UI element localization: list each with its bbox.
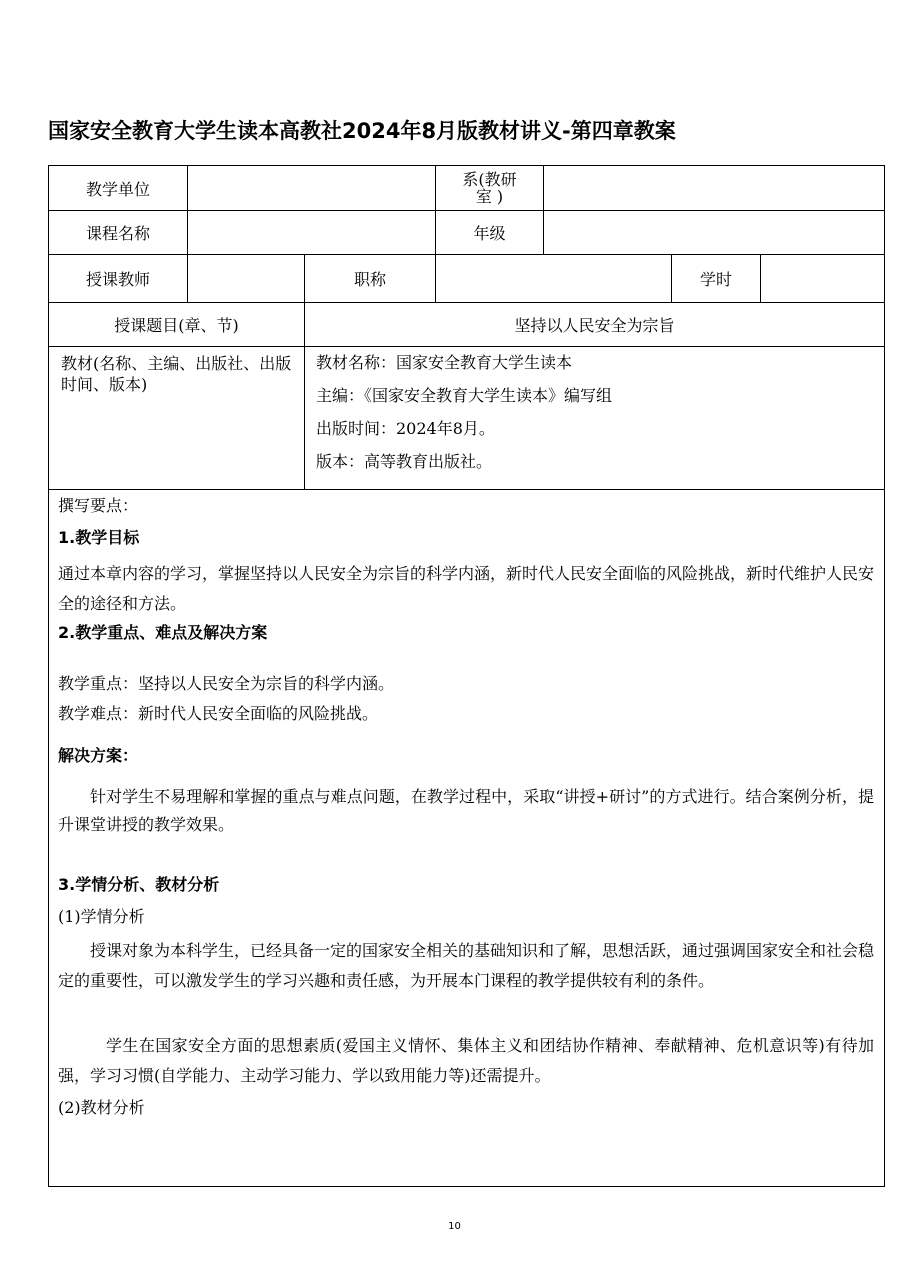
writing-points-section [49, 490, 884, 1186]
grade-field[interactable] [544, 211, 884, 255]
hours-field[interactable] [761, 255, 884, 303]
difficulty-text: 教学难点：新时代人民安全面临的风险挑战。 [58, 704, 379, 723]
key-points-heading: 2.教学重点、难点及解决方案 [58, 623, 268, 642]
document-title: 国家安全教育大学生读本高教社2024年8月版教材讲义-第四章教案 [48, 119, 676, 143]
student-analysis-para2: 学生在国家安全方面的思想素质(爱国主义情怀、集体主义和团结协作精神、奉献精神、危机意识等)有待加强，学习习惯(自学能力、主动学习能力、学以致用能力等)还需提升。 [58, 1036, 874, 1085]
course-name-label: 课程名称 [49, 211, 188, 255]
material-analysis-subheading: (2)教材分析 [58, 1098, 145, 1117]
solution-text: 针对学生不易理解和掌握的重点与难点问题，在教学过程中，采取“讲授+研讨”的方式进行。结合案例分析，提升课堂讲授的教学效果。 [58, 787, 874, 834]
title-rank-label: 职称 [305, 255, 436, 303]
material-edition: 版本：高等教育出版社。 [316, 452, 493, 471]
page-number: 10 [448, 1221, 461, 1232]
solution-heading: 解决方案： [58, 746, 139, 765]
topic-label: 授课题目(章、节) [49, 303, 305, 347]
teacher-label: 授课教师 [49, 255, 188, 303]
teaching-unit-label: 教学单位 [49, 166, 188, 211]
department-field[interactable] [544, 166, 884, 211]
teacher-field[interactable] [188, 255, 305, 303]
writing-points-intro: 撰写要点： [58, 496, 139, 515]
teaching-unit-field[interactable] [188, 166, 436, 211]
hours-label: 学时 [672, 255, 761, 303]
objectives-text: 通过本章内容的学习，掌握坚持以人民安全为宗旨的科学内涵，新时代人民安全面临的风险挑战，新时代维护人民安全的途径和方法。 [58, 564, 875, 613]
material-editor: 主编：《国家安全教育大学生读本》编写组 [316, 386, 613, 405]
student-analysis-subheading: (1)学情分析 [58, 907, 145, 926]
topic-value: 坚持以人民安全为宗旨 [305, 303, 884, 347]
material-label-text: 教材(名称、主编、出版社、出版时间、版本) [61, 354, 292, 394]
material-info [305, 347, 884, 490]
lesson-plan-form [48, 165, 885, 1187]
student-analysis-para1: 授课对象为本科学生，已经具备一定的国家安全相关的基础知识和了解，思想活跃，通过强调国家安全和社会稳定的重要性，可以激发学生的学习兴趣和责任感，为开展本门课程的教学提供较有利的条件。 [58, 941, 875, 990]
material-name: 教材名称：国家安全教育大学生读本 [316, 353, 573, 372]
title-rank-field[interactable] [436, 255, 672, 303]
material-publish-date: 出版时间：2024年8月。 [316, 419, 495, 438]
material-label [49, 347, 305, 490]
key-point-text: 教学重点：坚持以人民安全为宗旨的科学内涵。 [58, 674, 395, 693]
analysis-heading: 3.学情分析、教材分析 [58, 875, 220, 894]
department-label [436, 166, 544, 211]
department-label-text: 系(教研室 ) [462, 170, 517, 206]
objectives-heading: 1.教学目标 [58, 528, 140, 547]
grade-label: 年级 [436, 211, 544, 255]
course-name-field[interactable] [188, 211, 436, 255]
